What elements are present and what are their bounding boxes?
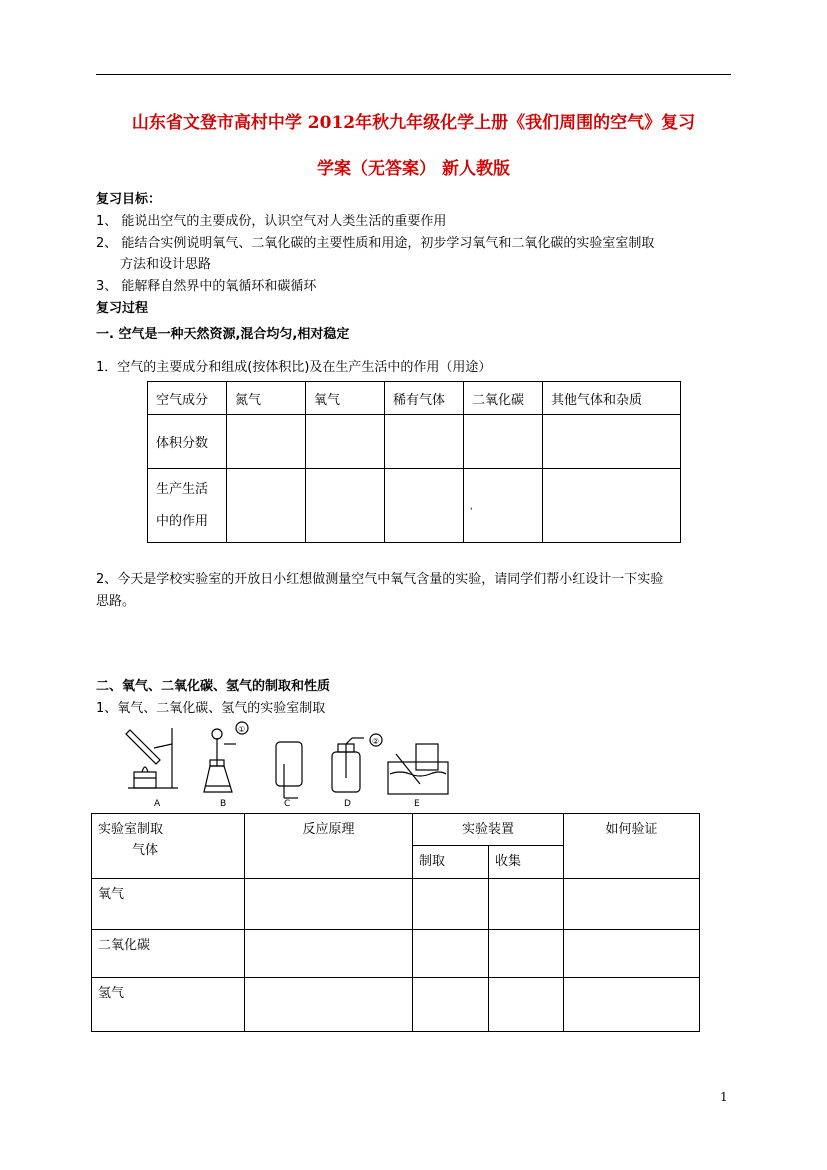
row-label-co2: 二氧化碳 — [92, 930, 245, 978]
apparatus-a — [126, 728, 178, 788]
blank-cell — [413, 930, 489, 978]
apparatus-label-e: E — [414, 799, 420, 809]
blank-cell — [564, 978, 700, 1032]
apparatus-label-c: C — [284, 799, 291, 809]
header-collect: 收集 — [489, 846, 564, 879]
blank-cell — [413, 978, 489, 1032]
stray-mark: ' — [470, 507, 473, 517]
apparatus-label-b: B — [220, 799, 227, 809]
blank-cell — [245, 978, 413, 1032]
blank-cell — [489, 978, 564, 1032]
section1-question2-cont: 思路。 — [96, 594, 136, 609]
doc-title-line1: 山东省文登市高村中学 2012年秋九年级化学上册《我们周围的空气》复习 — [131, 113, 696, 133]
blank-cell — [245, 879, 413, 930]
blank-cell — [227, 415, 306, 469]
page-number: 1 — [720, 1090, 728, 1104]
header-verify: 如何验证 — [564, 814, 700, 879]
section1-question2: 2、今天是学校实验室的开放日小红想做测量空气中氧气含量的实验，请同学们帮小红设计一下实验 — [96, 572, 664, 587]
row-label-oxygen: 氧气 — [92, 879, 245, 930]
circle-label-2: ② — [372, 737, 380, 746]
blank-cell — [245, 930, 413, 978]
goals-heading: 复习目标： — [96, 192, 162, 207]
blank-cell — [464, 469, 543, 543]
table-header: 空气成分 — [148, 382, 227, 415]
apparatus-label-d: D — [344, 799, 351, 809]
apparatus-d — [332, 738, 364, 792]
goal-item-3: 3、 能解释自然界中的氧循环和碳循环 — [96, 279, 317, 294]
blank-cell — [489, 930, 564, 978]
header-apparatus: 实验装置 — [413, 814, 564, 846]
blank-cell — [489, 879, 564, 930]
blank-cell — [413, 879, 489, 930]
row-label — [148, 469, 227, 543]
apparatus-c — [276, 742, 302, 798]
blank-cell — [306, 469, 385, 543]
goal-item-2-cont: 方法和设计思路 — [120, 257, 212, 272]
blank-cell — [564, 879, 700, 930]
table-header: 氧气 — [306, 382, 385, 415]
apparatus-figure — [120, 718, 460, 810]
doc-title-line2: 学案（无答案） 新人教版 — [317, 159, 510, 179]
goal-item-1: 1、 能说出空气的主要成份，认识空气对人类生活的重要作用 — [96, 214, 447, 229]
section1-heading: 一. 空气是一种天然资源,混合均匀,相对稳定 — [96, 327, 350, 342]
blank-cell — [227, 469, 306, 543]
table-header: 二氧化碳 — [464, 382, 543, 415]
goal-item-2: 2、 能结合实例说明氧气、二氧化碳的主要性质和用途，初步学习氧气和二氧化碳的实验室室制取 — [96, 236, 655, 251]
circle-label-1: ① — [238, 725, 246, 734]
row-label-line1: 生产生活 — [156, 481, 209, 497]
table-header: 其他气体和杂质 — [543, 382, 681, 415]
blank-cell — [385, 469, 464, 543]
blank-cell — [464, 415, 543, 469]
apparatus-label-a: A — [154, 799, 161, 809]
header-principle: 反应原理 — [245, 814, 413, 879]
air-composition-table — [147, 381, 681, 543]
blank-cell — [543, 415, 681, 469]
apparatus-e — [370, 734, 448, 794]
blank-cell — [543, 469, 681, 543]
row-label-hydrogen: 氢气 — [92, 978, 245, 1032]
process-heading: 复习过程 — [96, 301, 149, 316]
section2-heading: 二、氧气、二氧化碳、氢气的制取和性质 — [96, 679, 331, 694]
gas-preparation-table — [91, 813, 700, 1032]
blank-cell — [306, 415, 385, 469]
header-gas-line2: 气体 — [132, 843, 159, 858]
header-gas — [92, 814, 245, 879]
section1-question1: 1．空气的主要成分和组成(按体积比)及在生产生活中的作用（用途） — [96, 360, 492, 375]
table-header: 氮气 — [227, 382, 306, 415]
row-label: 体积分数 — [148, 415, 227, 469]
table-header: 稀有气体 — [385, 382, 464, 415]
header-rule — [96, 74, 731, 75]
header-prepare: 制取 — [413, 846, 489, 879]
blank-cell — [385, 415, 464, 469]
header-gas-line1: 实验室制取 — [98, 822, 164, 837]
section2-question1: 1、氧气、二氧化碳、氢气的实验室制取 — [96, 701, 326, 716]
row-label-line2: 中的作用 — [156, 513, 209, 529]
blank-cell — [564, 930, 700, 978]
